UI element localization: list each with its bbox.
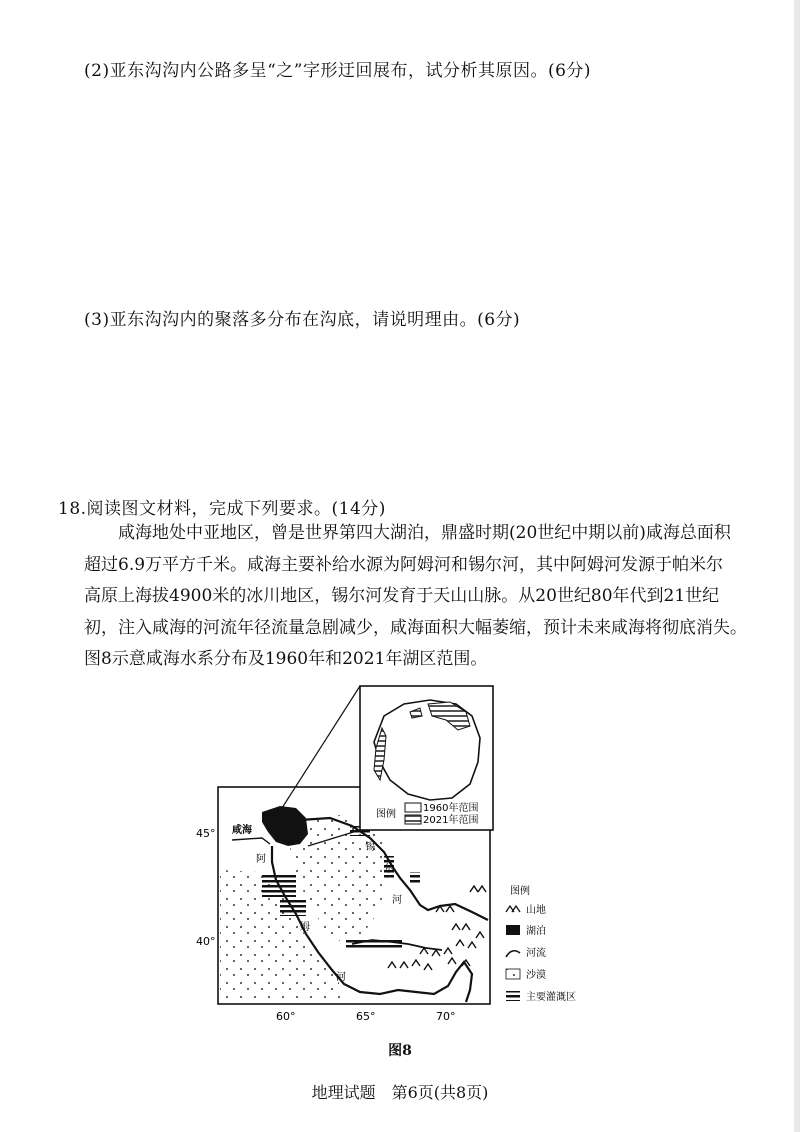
legend-river-icon [506,951,520,957]
syr-river-char-3: 河 [392,895,402,906]
inset-legend-1960-swatch [405,803,421,812]
inset-legend-2021: 2021年范围 [423,815,479,826]
lon-label-65: 65° [356,1010,376,1023]
legend-irrigation-icon [506,991,520,1001]
legend-lake-icon [506,925,520,935]
legend-mountain-icon [506,906,520,912]
syr-river-char-1: 锡 [365,842,375,853]
question-18: 18.阅读图文材料，完成下列要求。(14分) [58,499,386,519]
legend-lake: 湖泊 [526,926,546,937]
amu-river-char-1: 阿 [256,854,266,865]
question-2: (2)亚东沟沟内公路多呈“之”字形迂回展布，试分析其原因。(6分) [84,61,592,81]
legend-irrigation: 主要灌溉区 [526,992,576,1003]
irrigation-area-2 [280,898,306,916]
material-line: 初，注入咸海的河流年径流量急剧减少，咸海面积大幅萎缩，预计未来咸海将彻底消失。 [84,617,747,638]
lon-label-70: 70° [436,1010,456,1023]
scan-edge [794,0,800,1132]
inset-legend-2021-swatch [405,815,421,824]
legend-mountain: 山地 [526,905,546,916]
amu-river-char-3: 河 [336,972,346,983]
material-line: 超过6.9万平方千米。咸海主要补给水源为阿姆河和锡尔河，其中阿姆河发源于帕米尔 [84,554,724,575]
material-line: 咸海地处中亚地区，曾是世界第四大湖泊，鼎盛时期(20世纪中期以前)咸海总面积 [118,523,731,543]
irrigation-area-3 [346,938,402,950]
syr-river-char-2: 尔 [384,864,394,875]
material-line: 高原上海拔4900米的冰川地区，锡尔河发育于天山山脉。从20世纪80年代到21世纪 [84,586,720,606]
page-footer: 地理试题 第6页(共8页) [311,1083,489,1102]
material-line: 图8示意咸海水系分布及1960年和2021年湖区范围。 [84,649,488,669]
inset-legend-title: 图例 [376,809,396,820]
lat-label-45: 45° [196,827,216,840]
legend-river: 河流 [526,948,546,959]
irrigation-area-6 [410,872,420,884]
lat-label-40: 40° [196,935,216,948]
legend-desert-icon [506,969,520,979]
irrigation-area-1 [262,875,296,897]
legend-desert: 沙漠 [526,970,546,981]
amu-river-char-2: 姆 [300,922,310,933]
inset-legend-1960: 1960年范围 [423,803,479,814]
question-3: (3)亚东沟沟内的聚落多分布在沟底，请说明理由。(6分) [84,310,521,330]
figure-caption: 图8 [388,1043,412,1059]
aral-sea-label: 咸海 [232,825,252,836]
lon-label-60: 60° [276,1010,296,1023]
legend-title: 图例 [510,886,530,897]
